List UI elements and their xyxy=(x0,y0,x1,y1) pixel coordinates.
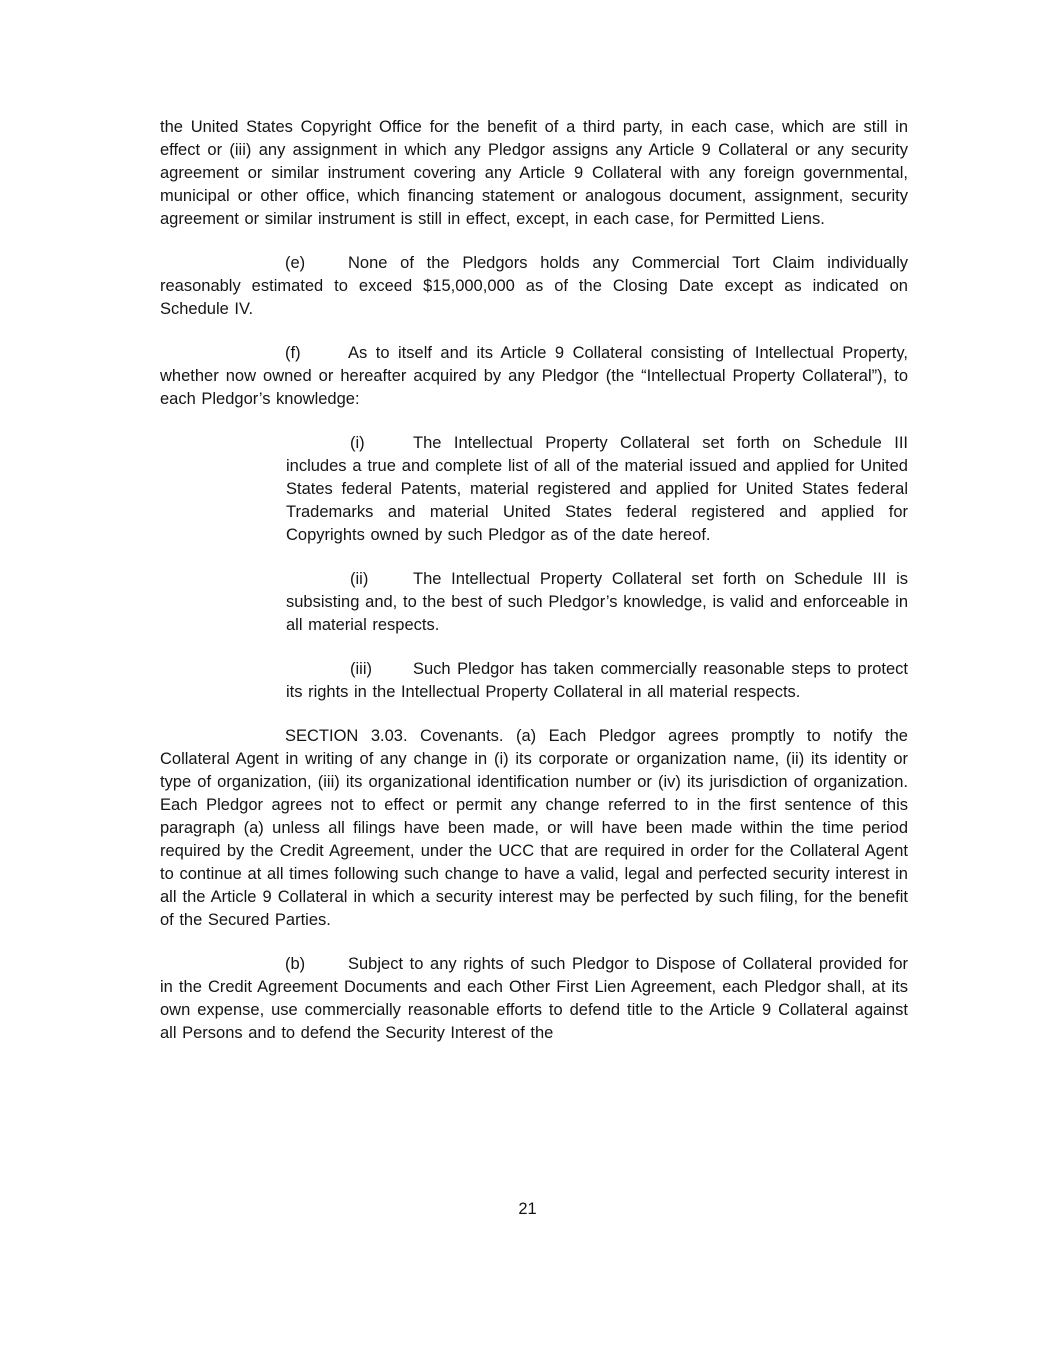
paragraph-label: (i) xyxy=(350,434,365,452)
subparagraph-ii xyxy=(286,568,908,637)
paragraph-label: (ii) xyxy=(350,570,369,588)
paragraph-text: None of the Pledgors holds any Commercial Tort Claim individually reasonably estimated to exceed $15,000,000 as of the Closing Date except as indicated on Schedule IV. xyxy=(160,254,908,318)
document-content xyxy=(160,116,908,1066)
subparagraph-i xyxy=(286,432,908,547)
paragraph-label: (iii) xyxy=(350,660,372,678)
paragraph-text: Such Pledgor has taken commercially reasonable steps to protect its rights in the Intellectual Property Collateral in all material respects. xyxy=(286,660,908,701)
paragraph-f xyxy=(160,342,908,411)
subparagraph-iii xyxy=(286,658,908,704)
paragraph-label: (b) xyxy=(285,955,306,973)
paragraph-text: The Intellectual Property Collateral set forth on Schedule III is subsisting and, to the best of such Pledgor’s knowledge, is valid and enforceable in all material respects. xyxy=(286,570,908,634)
paragraph-text: Subject to any rights of such Pledgor to Dispose of Collateral provided for in the Credit Agreement Documents and each Other First Lien Agreement, each Pledgor shall, at its own expense, use commercially reasonable efforts to defend title to the Article 9 Collateral against all Persons and to defend the Security Interest of the xyxy=(160,955,908,1042)
page-number: 21 xyxy=(518,1200,537,1218)
paragraph-b xyxy=(160,953,908,1045)
paragraph-continuation: the United States Copyright Office for the benefit of a third party, in each case, which are still in effect or (iii) any assignment in which any Pledgor assigns any Article 9 Collateral or any security agreement or similar instrument covering any Article 9 Collateral with any foreign governmental, municipal or other office, which financing statement or analogous document, assignment, security agreement or similar instrument is still in effect, except, in each case, for Permitted Liens. xyxy=(160,118,908,228)
paragraph-text: The Intellectual Property Collateral set forth on Schedule III includes a true and complete list of all of the material issued and applied for United States federal Patents, material registered and applied for United States federal Trademarks and material United States federal registered and applied for Copyrights owned by such Pledgor as of the date hereof. xyxy=(286,434,908,544)
paragraph-text: As to itself and its Article 9 Collateral consisting of Intellectual Property, whether now owned or hereafter acquired by any Pledgor (the “Intellectual Property Collateral”), to each Pledgor’s knowledge: xyxy=(160,344,908,408)
paragraph-e xyxy=(160,252,908,321)
paragraph-label: (e) xyxy=(285,254,306,272)
paragraph-label: (f) xyxy=(285,344,301,362)
paragraph-section-3-03: SECTION 3.03. Covenants. (a) Each Pledgor agrees promptly to notify the Collateral Agent in writing of any change in (i) its corporate or organization name, (ii) its identity or type of organization, (iii) its organizational identification number or (iv) its jurisdiction of organization. Each Pledgor agrees not to effect or permit any change referred to in the first sentence of this paragraph (a) unless all filings have been made, or will have been made within the time period required by the Credit Agreement, under the UCC that are required in order for the Collateral Agent to continue at all times following such change to have a valid, legal and perfected security interest in all the Article 9 Collateral in which a security interest may be perfected by such filing, for the benefit of the Secured Parties. xyxy=(160,727,908,929)
